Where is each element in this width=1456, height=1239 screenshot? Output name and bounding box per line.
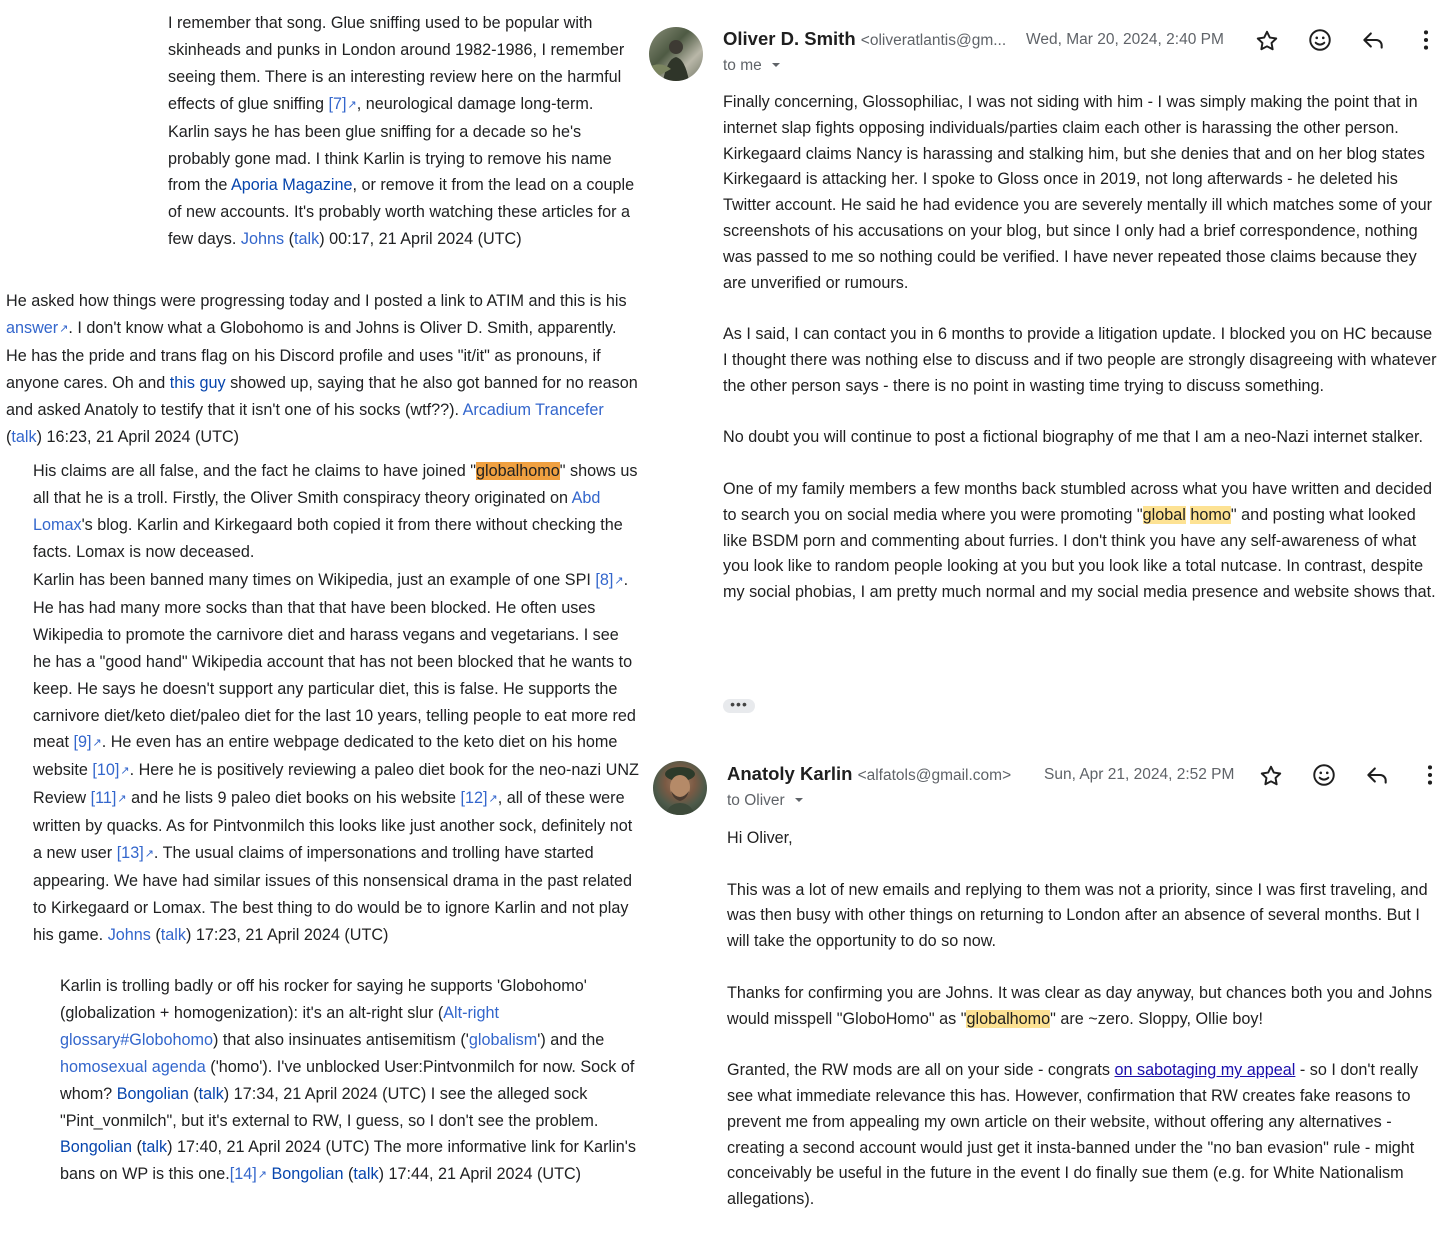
comment-text: Karlin has been banned many times on Wikipedia, just an example of one SPI <box>33 571 596 589</box>
comment-text: . He has had many more socks than that that have been blocked. He often uses Wikipedia to promote the carnivore diet and harass vegans and vegetarians. I see he has a "good hand" Wikipedia account that has not been blocked that he wants to keep. He says he doesn't support any particular diet, this is false. He supports the carnivore diet/keto diet/paleo diet for the last 10 years, telling people to eat more red meat <box>33 571 636 752</box>
comment-text: ) that also insinuates antisemitism (' <box>212 1030 469 1049</box>
signature-timestamp: 17:44, 21 April 2024 (UTC) <box>384 1165 582 1184</box>
recipient-dropdown[interactable] <box>723 57 782 75</box>
comment-text: 17:40, 21 April 2024 (UTC) The more informative link for Karlin's bans on WP is this one. <box>60 1138 636 1184</box>
comment-text: , or remove it from the lead on a couple of new accounts. It's probably worth watching these articles for a few days. <box>168 176 635 249</box>
user-link-arcadium[interactable]: Arcadium Trancefer <box>462 400 604 419</box>
ref-10-link[interactable]: [10] ↗ <box>92 761 129 779</box>
comment-text: Karlin is trolling badly or off his rocker for saying he supports 'Globohomo' (globalization + homogenization): it's an alt-right slur ( <box>60 977 587 1022</box>
ref-11-link[interactable]: [11] ↗ <box>91 789 127 807</box>
sabotaging-appeal-link[interactable]: on sabotaging my appeal <box>1114 1061 1296 1080</box>
ref-9-link[interactable]: [9] ↗ <box>74 733 102 751</box>
email-body-oliver <box>723 90 1441 632</box>
signature-timestamp: 17:23, 21 April 2024 (UTC) <box>191 925 389 944</box>
comment-text: 's blog. Karlin and Kirkegaard both copied it from there without checking the facts. Lomax is now deceased. <box>33 515 623 561</box>
search-highlight: global <box>1142 505 1186 524</box>
emoji-icon[interactable] <box>1311 762 1337 788</box>
alt-right-glossary-link[interactable]: Alt-right glossary#Globohomo <box>60 1003 500 1049</box>
talk-link[interactable]: talk <box>160 925 186 944</box>
comment-text: and he lists 9 paleo diet books on his website <box>126 789 461 808</box>
ref-8-link[interactable]: [8] ↗ <box>595 571 623 589</box>
recipient-label: to me <box>723 57 762 74</box>
paragraph-text: Thanks for confirming you are Johns. It was clear as day anyway, but chances both you and Johns would misspell "GloboHomo" as " <box>727 983 1433 1028</box>
talk-link[interactable]: talk <box>11 427 37 446</box>
comment-text: 17:34, 21 April 2024 (UTC) I see the alleged sock "Pint_vonmilch", but it's external to RW, I guess, so I don't see the problem. <box>60 1084 599 1130</box>
user-link-bongolian[interactable]: Bongolian <box>116 1084 189 1103</box>
aporia-magazine-link[interactable]: Aporia Magazine <box>230 176 353 195</box>
sender-line <box>723 28 1006 50</box>
ref-7-link[interactable]: [7] ↗ <box>328 95 356 113</box>
email-paragraph: This was a lot of new emails and replying to them was not a priority, since I was first traveling, and was then busy with other things on returning to London after an absence of several months. But I will take the opportunity to do so now. <box>727 880 1428 951</box>
comment-johns-1: I remember that song. Glue sniffing used to be popular with skinheads and punks in London around 1982-1986, I remember seeing them. There is an interesting review here on the harmful effects of glue sniffing [7] ↗ , neurological damage long-term. Karlin says he has been glue sniffing for a decade so he's probably gone mad. I think Karlin is trying to remove his name from the Aporia Magazine, or remove it from the lead on a couple of new accounts. It's probably worth watching these articles for a few days. Johns (talk) 00:17, 21 April 2024 (UTC) <box>168 10 638 253</box>
star-icon[interactable] <box>1254 28 1280 54</box>
homosexual-agenda-link[interactable]: homosexual agenda <box>60 1057 206 1076</box>
signature-timestamp: 00:17, 21 April 2024 (UTC) <box>324 230 522 249</box>
comment-text: I remember that song. Glue sniffing used to be popular with skinheads and punks in London around 1982-1986, I remember seeing them. There is an interesting review here on the harmful effects of glue sniffing <box>168 14 625 113</box>
comment-text: ') and the <box>537 1030 605 1049</box>
chevron-down-icon <box>793 794 805 806</box>
sender-email: <oliveratlantis@gm... <box>860 32 1007 49</box>
globalism-link[interactable]: globalism <box>468 1030 538 1049</box>
ref-14-link[interactable]: [14] ↗ <box>230 1165 267 1183</box>
talk-link[interactable]: talk <box>141 1138 168 1157</box>
ref-13-link[interactable]: [13] ↗ <box>117 844 154 862</box>
recipient-label: to Oliver <box>727 792 785 809</box>
comment-text: , all of these were written by quacks. As for Pintvonmilch this looks like just another sock, definitely not a new user <box>33 789 633 863</box>
star-icon[interactable] <box>1258 763 1284 789</box>
paragraph-text: - so I don't really see what immediate relevance this has. However, confirmation that RW creates fake reasons to prevent me from appealing my own article on their website, without offering any alternatives - creating a second account would just get it insta-banned under the "no ban evasion" rule - might conceivably be useful in the future in the event I do finally sue them (e.g. for White Nationalism allegations). <box>727 1061 1419 1209</box>
user-link-johns[interactable]: Johns <box>107 925 151 944</box>
email-paragraph <box>727 981 1443 1033</box>
ref-12-link[interactable]: [12] ↗ <box>460 789 497 807</box>
sender-line <box>727 763 1011 785</box>
highlight-globalhomo: globalhomo <box>476 462 560 480</box>
search-highlight: globalhomo <box>966 1009 1051 1028</box>
comment-text: . The usual claims of impersonations and trolling have started appearing. We have had similar issues of this nonsensical drama in the past related to Kirkegaard or Lomax. The best thing to do would be to ignore Karlin and not play his game. <box>33 844 632 944</box>
email-paragraph <box>727 1058 1443 1213</box>
paragraph-text: Granted, the RW mods are all on your side - congrats <box>727 1061 1115 1080</box>
avatar[interactable] <box>653 761 707 815</box>
email-paragraph: Hi Oliver, <box>727 829 793 847</box>
recipient-dropdown[interactable] <box>727 792 805 810</box>
talk-link[interactable]: talk <box>353 1165 379 1184</box>
avatar-photo <box>653 761 707 815</box>
chevron-down-icon <box>770 59 782 71</box>
comment-text: " shows us all that he is a troll. Firstly, the Oliver Smith conspiracy theory originated on <box>33 462 638 507</box>
more-vert-icon[interactable] <box>1413 27 1439 53</box>
email-paragraph: As I said, I can contact you in 6 months to provide a litigation update. I blocked you on HC because I thought there was nothing else to discuss and if two people are strongly disagreeing with whatever the other person says - there is no point in wasting time trying to discuss something. <box>723 325 1437 395</box>
paragraph-text: One of my family members a few months back stumbled across what you have written and decided to search you on social media where you were promoting " <box>723 479 1432 524</box>
comment-text: showed up, saying that he also got banned for no reason and asked Anatoly to testify that it isn't one of his socks (wtf??). <box>6 373 638 419</box>
email-paragraph: No doubt you will continue to post a fictional biography of me that I am a neo-Nazi internet stalker. <box>723 428 1424 447</box>
avatar-photo <box>649 27 703 81</box>
user-link-bongolian[interactable]: Bongolian <box>60 1138 133 1157</box>
answer-link[interactable]: answer ↗ <box>6 319 68 337</box>
sender-email: <alfatols@gmail.com> <box>857 767 1012 784</box>
comment-johns-2a <box>33 458 638 566</box>
comment-arcadium: He asked how things were progressing today and I posted a link to ATIM and this is his answer ↗ . I don't know what a Globohomo is and Johns is Oliver D. Smith, apparently. He has the pride and trans flag on his Discord profile and uses "it/it" as pronouns, if anyone cares. Oh and this guy showed up, saying that he also got banned for no reason and asked Anatoly to testify that it isn't one of his socks (wtf??). Arcadium Trancefer (talk) 16:23, 21 April 2024 (UTC) <box>6 288 638 450</box>
email-body-anatoly <box>727 826 1443 1239</box>
talk-link[interactable]: talk <box>198 1084 224 1103</box>
comment-text: . Here he is positively reviewing a paleo diet book for the neo-nazi UNZ Review <box>33 761 639 808</box>
email-paragraph: Finally concerning, Glossophiliac, I was not siding with him - I was simply making the point that in internet slap fights opposing individuals/parties claim each other is harassing the other person. Kirkegaard claims Nancy is harassing and stalking him, but she denies that and on her blog states Kirkegaard is attacking her. I spoke to Gloss once in 2019, not long afterwards - he deleted his Twitter account. He said he had evidence you are severely mentally ill which matches some of your screenshots of his accusations on your blog, but since I only had a brief correspondence, nothing was passed to me so nothing could be verified. I have never repeated those claims because they are unverified or rumours. <box>723 93 1432 292</box>
user-link-bongolian[interactable]: Bongolian <box>271 1165 344 1184</box>
talk-link[interactable]: talk <box>293 230 320 249</box>
comment-text: . I don't know what a Globohomo is and Johns is Oliver D. Smith, apparently. He has the pride and trans flag on his Discord profile and uses "it/it" as pronouns, if anyone cares. Oh and <box>6 318 617 392</box>
sender-name[interactable]: Anatoly Karlin <box>727 763 853 784</box>
reply-icon[interactable] <box>1360 27 1386 53</box>
paragraph-text: " and posting what looked like BSDM porn and commenting about furries. I don't think you have any self-awareness of what you look like to random people looking at you but you look like a total nutcase. In contrast, despite my social phobias, I am pretty much normal and my social media presence and website shows that. <box>723 505 1436 602</box>
more-vert-icon[interactable] <box>1417 762 1443 788</box>
email-paragraph <box>723 477 1441 606</box>
abd-lomax-link[interactable]: Abd Lomax <box>33 488 601 534</box>
comment-text: His claims are all false, and the fact he claims to have joined " <box>33 462 477 480</box>
comment-text: , neurological damage long-term. Karlin says he has been glue sniffing for a decade so he's probably gone mad. I think Karlin is trying to remove his name from the <box>168 94 612 195</box>
avatar[interactable] <box>649 27 703 81</box>
sender-name[interactable]: Oliver D. Smith <box>723 28 856 49</box>
signature-timestamp: 16:23, 21 April 2024 (UTC) <box>41 427 240 446</box>
this-guy-link[interactable]: this guy <box>169 373 226 392</box>
comment-text: ('homo'). I've unblocked User:Pintvonmilch for now. Sock of whom? <box>60 1057 635 1103</box>
email-date: Wed, Mar 20, 2024, 2:40 PM <box>1026 31 1224 48</box>
emoji-icon[interactable] <box>1307 27 1333 53</box>
comment-text: He asked how things were progressing today and I posted a link to ATIM and this is his <box>6 292 627 310</box>
email-date: Sun, Apr 21, 2024, 2:52 PM <box>1044 766 1235 783</box>
user-link-johns[interactable]: Johns <box>240 230 285 249</box>
wiki-talk-pane <box>0 0 645 1219</box>
search-highlight: homo <box>1190 505 1231 524</box>
comment-bongolian: Karlin is trolling badly or off his rocker for saying he supports 'Globohomo' (globalization + homogenization): it's an alt-right slur (Alt-right glossary#Globohomo) that also insinuates antisemitism ('globalism') and the homosexual agenda ('homo'). I've unblocked User:Pintvonmilch for now. Sock of whom? Bongolian (talk) 17:34, 21 April 2024 (UTC) I see the alleged sock "Pint_vonmilch", but it's external to RW, I guess, so I don't see the problem. Bongolian (talk) 17:40, 21 April 2024 (UTC) The more informative link for Karlin's bans on WP is this one.[14] ↗ Bongolian (talk) 17:44, 21 April 2024 (UTC) <box>60 973 643 1189</box>
comment-text: . He even has an entire webpage dedicated to the keto diet on his home website <box>33 733 618 780</box>
comment-johns-2b: Karlin has been banned many times on Wikipedia, just an example of one SPI [8] ↗ . He has had many more socks than that that have been blocked. He often uses Wikipedia to promote the carnivore diet and harass vegans and vegetarians. I see he has a "good hand" Wikipedia account that has not been blocked that he wants to keep. He says he doesn't support any particular diet, this is false. He supports the carnivore diet/keto diet/paleo diet for the last 10 years, telling people to eat more red meat [9] ↗ . He even has an entire webpage dedicated to the keto diet on his home website [10] ↗ . Here he is positively reviewing a paleo diet book for the neo-nazi UNZ Review [11] ↗ and he lists 9 paleo diet books on his website [12] ↗ , all of these were written by quacks. As for Pintvonmilch this looks like just another sock, definitely not a new user [13] ↗ . The usual claims of impersonations and trolling have started appearing. We have had similar issues of this nonsensical drama in the past related to Kirkegaard or Lomax. The best thing to do would be to ignore Karlin and not play his game. Johns (talk) 17:23, 21 April 2024 (UTC) <box>33 567 641 949</box>
show-trimmed-content-button[interactable]: ••• <box>723 699 755 713</box>
reply-icon[interactable] <box>1364 762 1390 788</box>
paragraph-text: " are ~zero. Sloppy, Ollie boy! <box>1050 1009 1264 1028</box>
